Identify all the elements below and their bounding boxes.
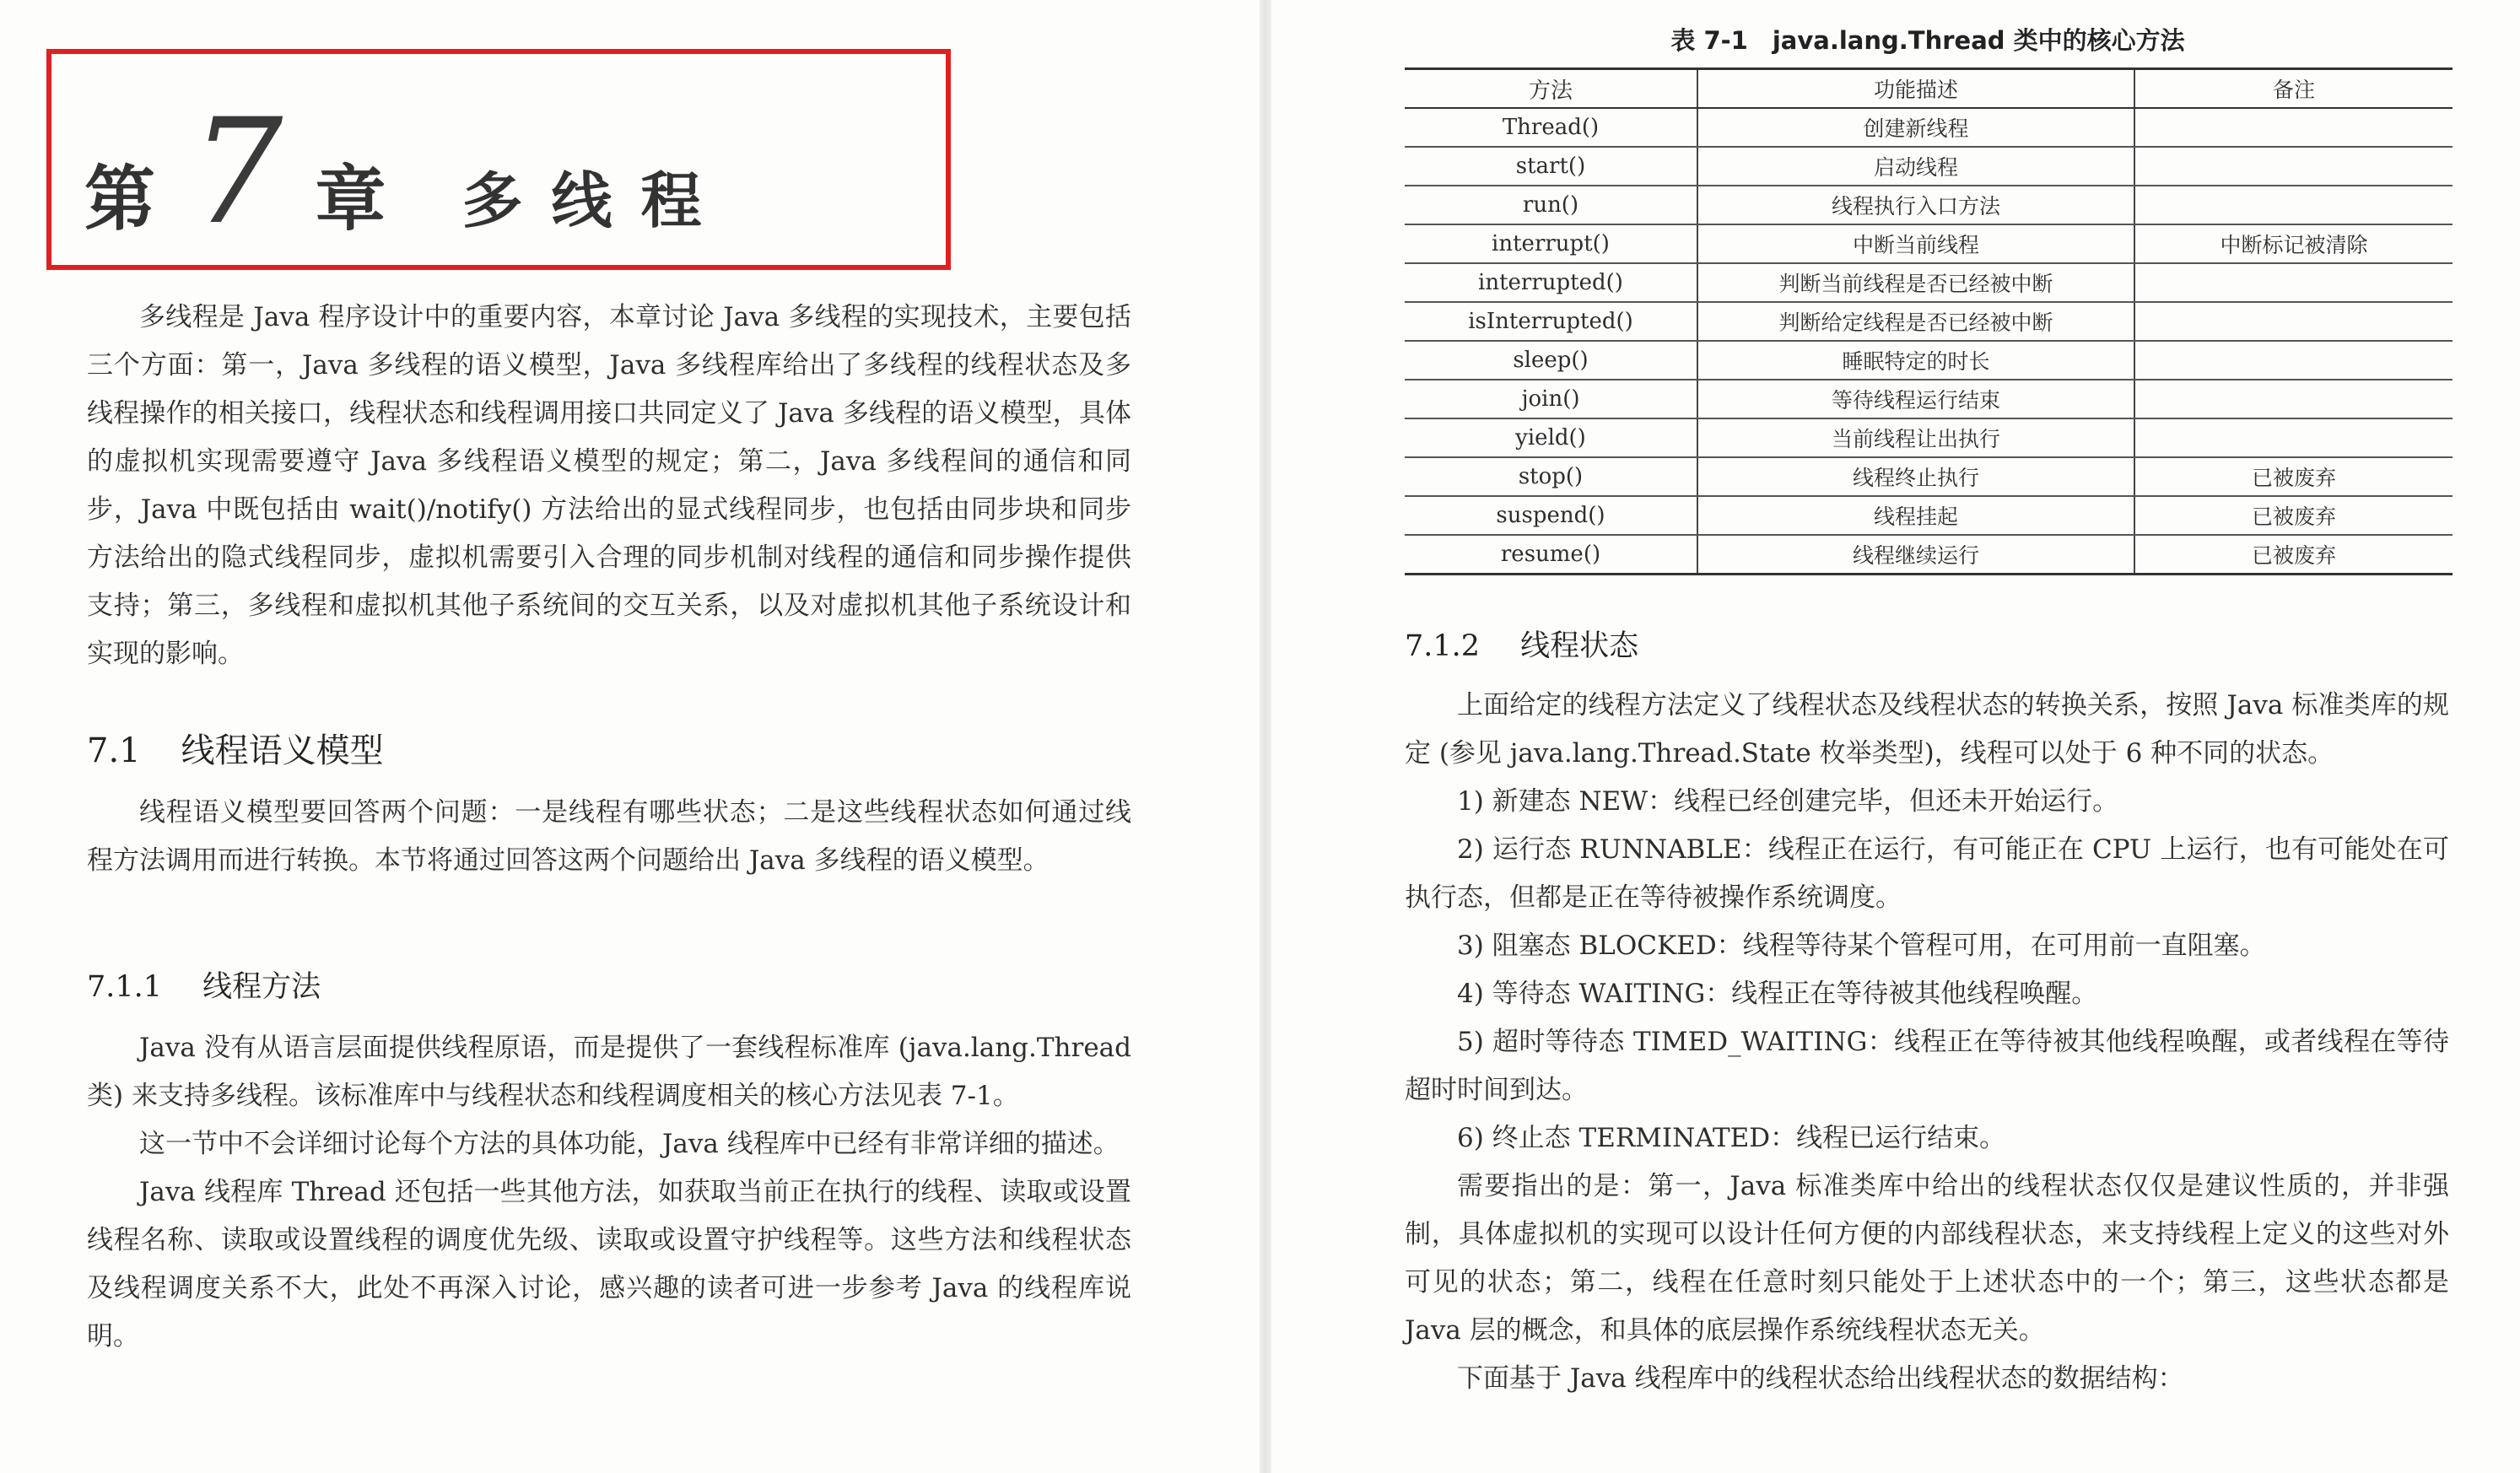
thread-methods-table bbox=[1405, 67, 2453, 575]
method-cell: run() bbox=[1405, 186, 1697, 224]
state-item: 3) 阻塞态 BLOCKED：线程等待某个管程可用，在可用前一直阻塞。 bbox=[1457, 931, 2266, 961]
remark-cell: 已被废弃 bbox=[2134, 535, 2453, 575]
paragraph: Java 线程库 Thread 还包括一些其他方法，如获取当前正在执行的线程、读取或设置线程名称、读取或设置线程的调度优先级、读取或设置守护线程等。这些方法和线程状态及线程调度关系不大，此处不再深入讨论，感兴趣的读者可进一步参考 Java 的线程库说明。 bbox=[87, 1177, 1131, 1352]
description-cell: 启动线程 bbox=[1697, 147, 2134, 186]
paragraph: 需要指出的是：第一，Java 标准类库中给出的线程状态仅仅是建议性质的，并非强制，具体虚拟机的实现可以设计任何方便的内部线程状态，来支持线程上定义的这些对外可见的状态；第二，线程在任意时刻只能处于上述状态中的一个；第三，这些状态都是 Java 层的概念，和具体的底层操作系统线程状态无关。 bbox=[1405, 1171, 2449, 1346]
method-cell: stop() bbox=[1405, 457, 1697, 496]
section-7-1-2-body bbox=[1405, 682, 2449, 1403]
description-cell: 当前线程让出执行 bbox=[1697, 418, 2134, 457]
method-cell: Thread() bbox=[1405, 108, 1697, 147]
method-cell: interrupted() bbox=[1405, 263, 1697, 302]
section-7-1-1-heading bbox=[87, 963, 321, 1006]
section-7-1-1-body bbox=[87, 1024, 1131, 1361]
method-cell: start() bbox=[1405, 147, 1697, 186]
remark-cell: 已被废弃 bbox=[2134, 457, 2453, 496]
remark-cell bbox=[2134, 108, 2453, 147]
method-cell: suspend() bbox=[1405, 496, 1697, 535]
table-row bbox=[1405, 341, 2453, 380]
remark-cell: 已被废弃 bbox=[2134, 496, 2453, 535]
table-row bbox=[1405, 380, 2453, 418]
description-cell: 创建新线程 bbox=[1697, 108, 2134, 147]
section-number: 7.1 bbox=[87, 731, 141, 770]
book-gutter bbox=[1260, 0, 1271, 1473]
description-cell: 判断当前线程是否已经被中断 bbox=[1697, 263, 2134, 302]
chapter-suffix: 章 bbox=[315, 158, 386, 240]
description-cell: 判断给定线程是否已经被中断 bbox=[1697, 302, 2134, 341]
table-row bbox=[1405, 535, 2453, 575]
description-cell: 线程挂起 bbox=[1697, 496, 2134, 535]
method-cell: isInterrupted() bbox=[1405, 302, 1697, 341]
subsection-title: 线程状态 bbox=[1520, 629, 1639, 663]
section-title: 线程语义模型 bbox=[181, 731, 384, 770]
description-cell: 等待线程运行结束 bbox=[1697, 380, 2134, 418]
remark-cell bbox=[2134, 380, 2453, 418]
column-header: 备注 bbox=[2134, 69, 2453, 109]
table-row bbox=[1405, 186, 2453, 224]
table-row bbox=[1405, 418, 2453, 457]
paragraph: 这一节中不会详细讨论每个方法的具体功能，Java 线程库中已经有非常详细的描述。 bbox=[139, 1129, 1120, 1159]
table-row bbox=[1405, 263, 2453, 302]
remark-cell: 中断标记被清除 bbox=[2134, 224, 2453, 263]
subsection-title: 线程方法 bbox=[202, 970, 321, 1004]
method-cell: sleep() bbox=[1405, 341, 1697, 380]
state-item: 4) 等待态 WAITING：线程正在等待被其他线程唤醒。 bbox=[1457, 979, 2098, 1009]
method-cell: interrupt() bbox=[1405, 224, 1697, 263]
chapter-name: 多线程 bbox=[461, 165, 731, 236]
table-row bbox=[1405, 302, 2453, 341]
remark-cell bbox=[2134, 186, 2453, 224]
table-row bbox=[1405, 108, 2453, 147]
paragraph: 下面基于 Java 线程库中的线程状态给出线程状态的数据结构： bbox=[1457, 1363, 2184, 1394]
subsection-number: 7.1.1 bbox=[87, 970, 163, 1004]
paragraph: Java 没有从语言层面提供线程原语，而是提供了一套线程标准库 (java.lang.Thread 类) 来支持多线程。该标准库中与线程状态和线程调度相关的核心方法见表 7-1。 bbox=[87, 1033, 1131, 1111]
remark-cell bbox=[2134, 147, 2453, 186]
section-7-1-heading bbox=[87, 724, 384, 772]
method-cell: resume() bbox=[1405, 535, 1697, 575]
remark-cell bbox=[2134, 263, 2453, 302]
section-7-1-paragraph: 线程语义模型要回答两个问题：一是线程有哪些状态；二是这些线程状态如何通过线程方法调用而进行转换。本节将通过回答这两个问题给出 Java 多线程的语义模型。 bbox=[87, 797, 1131, 876]
remark-cell bbox=[2134, 341, 2453, 380]
state-item: 5) 超时等待态 TIMED_WAITING：线程正在等待被其他线程唤醒，或者线程在等待超时时间到达。 bbox=[1405, 1027, 2449, 1105]
table-header-row bbox=[1405, 69, 2453, 109]
method-cell: join() bbox=[1405, 380, 1697, 418]
chapter-intro bbox=[87, 294, 1131, 678]
paragraph: 上面给定的线程方法定义了线程状态及线程状态的转换关系，按照 Java 标准类库的规定 (参见 java.lang.Thread.State 枚举类型)，线程可以处于 6 种不同的状态。 bbox=[1405, 690, 2449, 769]
description-cell: 线程终止执行 bbox=[1697, 457, 2134, 496]
description-cell: 线程执行入口方法 bbox=[1697, 186, 2134, 224]
description-cell: 睡眠特定的时长 bbox=[1697, 341, 2134, 380]
table-row bbox=[1405, 147, 2453, 186]
table-caption: 表 7-1 java.lang.Thread 类中的核心方法 bbox=[1670, 26, 2185, 55]
section-7-1-body bbox=[87, 789, 1131, 885]
chapter-title bbox=[84, 87, 731, 256]
state-item: 6) 终止态 TERMINATED：线程已运行结束。 bbox=[1457, 1123, 2006, 1153]
method-cell: yield() bbox=[1405, 418, 1697, 457]
intro-paragraph: 多线程是 Java 程序设计中的重要内容，本章讨论 Java 多线程的实现技术，主要包括三个方面：第一，Java 多线程的语义模型，Java 多线程库给出了多线程的线程状态及多线程操作的相关接口，线程状态和线程调用接口共同定义了 Java 多线程的语义模型，具体的虚拟机实现需要遵守 Java 多线程语义模型的规定；第二，Java 多线程间的通信和同步，Java 中既包括由 wait()/notify() 方法给出的显式线程同步，也包括由同步块和同步方法给出的隐式线程同步，虚拟机需要引入合理的同步机制对线程的通信和同步操作提供支持；第三，多线程和虚拟机其他子系统间的交互关系，以及对虚拟机其他子系统设计和实现的影响。 bbox=[87, 302, 1131, 669]
chapter-number: 7 bbox=[191, 87, 283, 256]
remark-cell bbox=[2134, 418, 2453, 457]
state-item: 1) 新建态 NEW：线程已经创建完毕，但还未开始运行。 bbox=[1457, 786, 2119, 817]
column-header: 方法 bbox=[1405, 69, 1697, 109]
remark-cell bbox=[2134, 302, 2453, 341]
description-cell: 线程继续运行 bbox=[1697, 535, 2134, 575]
chapter-prefix: 第 bbox=[84, 158, 156, 240]
description-cell: 中断当前线程 bbox=[1697, 224, 2134, 263]
table-row bbox=[1405, 496, 2453, 535]
subsection-number: 7.1.2 bbox=[1405, 629, 1481, 663]
table-row bbox=[1405, 224, 2453, 263]
column-header: 功能描述 bbox=[1697, 69, 2134, 109]
section-7-1-2-heading bbox=[1405, 623, 1638, 665]
table-row bbox=[1405, 457, 2453, 496]
state-item: 2) 运行态 RUNNABLE：线程正在运行，有可能正在 CPU 上运行，也有可能处在可执行态，但都是正在等待被操作系统调度。 bbox=[1405, 834, 2449, 913]
